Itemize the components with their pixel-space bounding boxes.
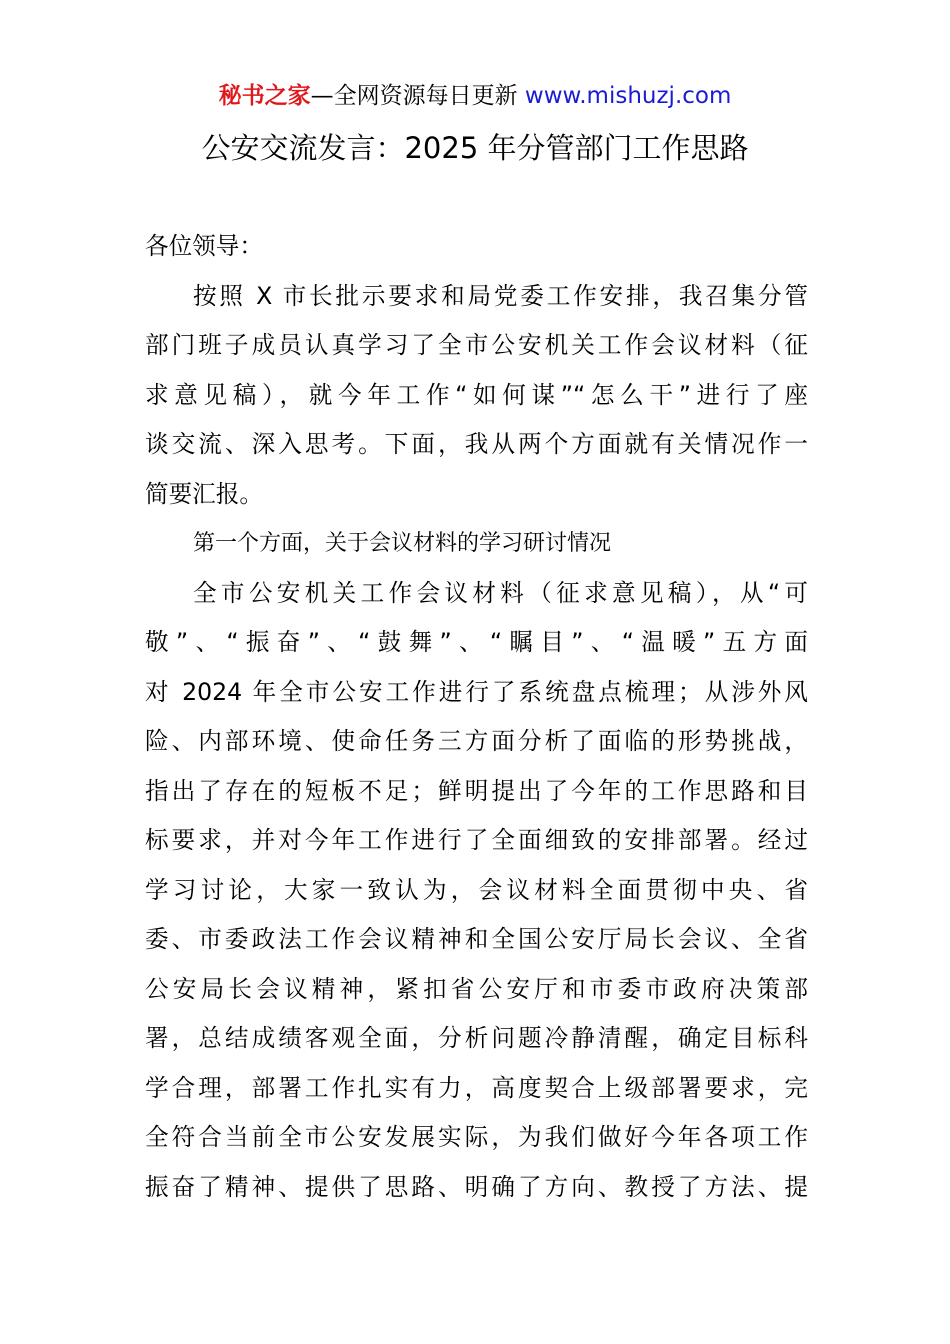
paragraph-line: 对 2024 年全市公安工作进行了系统盘点梳理；从涉外风: [145, 677, 808, 706]
paragraph-line: 险、内部环境、使命任务三方面分析了面临的形势挑战，: [145, 727, 808, 755]
document-body: [145, 222, 808, 1212]
header-tagline: —全网资源每日更新: [310, 83, 525, 109]
paragraph-line: 求意见稿），就今年工作“如何谋”“怎么干”进行了座: [145, 380, 808, 409]
paragraph-line: 全符合当前全市公安发展实际，为我们做好今年各项工作: [145, 1123, 808, 1151]
paragraph-line: 署，总结成绩客观全面，分析问题冷静清醒，确定目标科: [145, 1024, 808, 1052]
section-heading: 第一个方面，关于会议材料的学习研讨情况: [193, 531, 612, 556]
site-url-link[interactable]: www.mishuzj.com: [524, 83, 732, 109]
paragraph-line: 全市公安机关工作会议材料（征求意见稿），从“可: [193, 578, 808, 607]
paragraph-line: 按照 X 市长批示要求和局党委工作安排，我召集分管: [193, 281, 808, 310]
document-title: 公安交流发言：2025 年分管部门工作思路: [201, 131, 749, 165]
paragraph-line: 指出了存在的短板不足；鲜明提出了今年的工作思路和目: [145, 776, 808, 805]
site-header: [0, 78, 950, 114]
paragraph-line: 谈交流、深入思考。下面，我从两个方面就有关情况作一: [145, 430, 808, 458]
paragraph-line: 学习讨论，大家一致认为，会议材料全面贯彻中央、省: [145, 875, 808, 904]
paragraph-line: 振奋了精神、提供了思路、明确了方向、教授了方法、提: [145, 1172, 808, 1201]
paragraph-line: 敬”、“振奋”、“鼓舞”、“瞩目”、“温暖”五方面: [145, 628, 808, 656]
brand-name: 秘书之家: [218, 83, 311, 109]
salutation-line: 各位领导：: [145, 232, 263, 260]
paragraph-line: 学合理，部署工作扎实有力，高度契合上级部署要求，完: [145, 1073, 808, 1102]
paragraph-line: 公安局长会议精神，紧扣省公安厅和市委市政府决策部: [145, 974, 808, 1003]
paragraph-line: 简要汇报。: [145, 479, 263, 508]
paragraph-line: 标要求，并对今年工作进行了全面细致的安排部署。经过: [145, 826, 808, 854]
paragraph-line: 委、市委政法工作会议精神和全国公安厅局长会议、全省: [145, 925, 808, 953]
paragraph-line: 部门班子成员认真学习了全市公安机关工作会议材料（征: [145, 331, 808, 359]
